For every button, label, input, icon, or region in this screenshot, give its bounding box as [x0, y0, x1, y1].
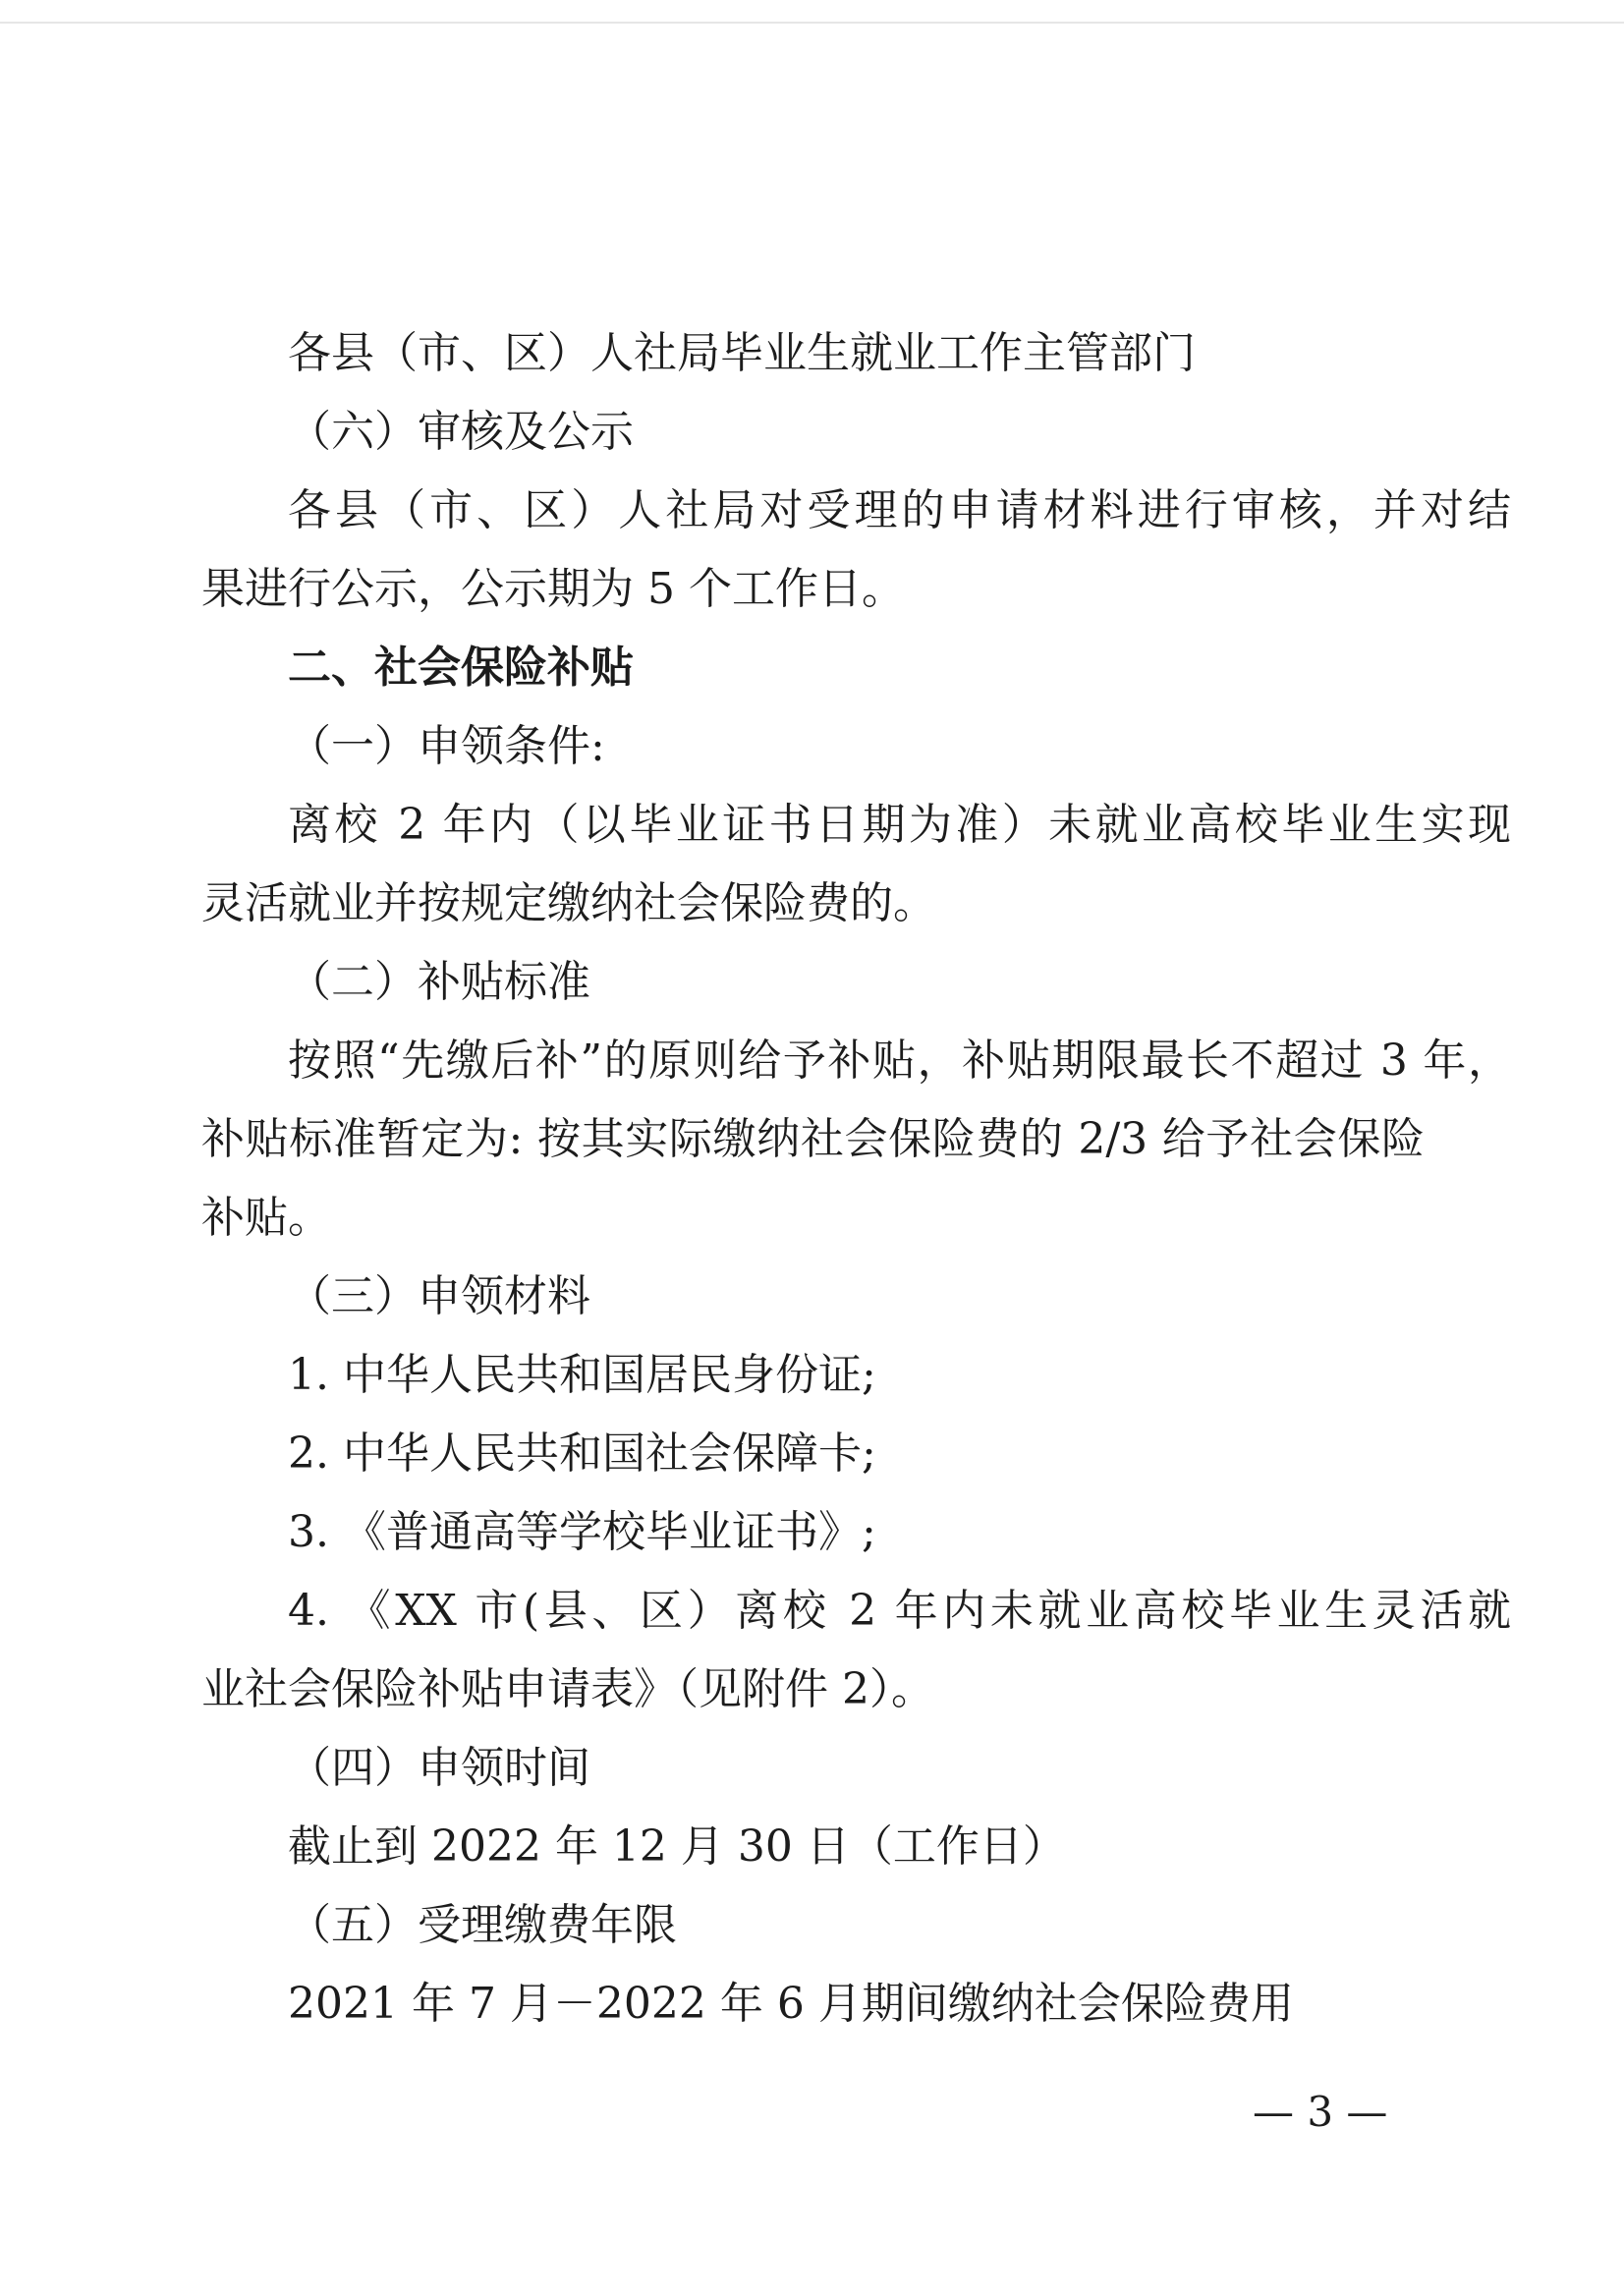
- text-line-10: 按照“先缴后补”的原则给予补贴，补贴期限最长不超过 3 年，: [288, 1036, 1511, 1086]
- list-item-2: 2. 中华人民共和国社会保障卡;: [288, 1428, 876, 1479]
- list-item-4-continued: 业社会保险补贴申请表》（见附件 2）。: [201, 1664, 934, 1714]
- text-line-11: 补贴标准暂定为: 按其实际缴纳社会保险费的 2/3 给予社会保险: [201, 1114, 1425, 1164]
- list-item-4: 4. 《XX 市(县、区）离校 2 年内未就业高校毕业生灵活就: [288, 1586, 1511, 1636]
- text-line-8: 灵活就业并按规定缴纳社会保险费的。: [201, 878, 936, 928]
- text-line-22: 2021 年 7 月－2022 年 6 月期间缴纳社会保险费用: [288, 1979, 1294, 2029]
- section-heading-social-insurance: 二、社会保险补贴: [288, 643, 634, 693]
- text-line-4: 果进行公示，公示期为 5 个工作日。: [201, 564, 905, 614]
- subheading-1-conditions: （一）申领条件:: [288, 721, 605, 771]
- subheading-3-materials: （三）申领材料: [288, 1271, 590, 1321]
- list-item-3: 3. 《普通高等学校毕业证书》;: [288, 1507, 876, 1557]
- text-line-3: 各县（市、区）人社局对受理的申请材料进行审核，并对结: [288, 485, 1511, 535]
- subheading-2-standard: （二）补贴标准: [288, 957, 590, 1007]
- section-heading-6-review: （六）审核及公示: [288, 407, 634, 457]
- text-line-12: 补贴。: [201, 1193, 331, 1243]
- page-top-rule: [0, 22, 1624, 24]
- page-number: — 3 —: [1253, 2088, 1388, 2136]
- subheading-5-years: （五）受理缴费年限: [288, 1900, 677, 1950]
- text-line-7: 离校 2 年内（以毕业证书日期为准）未就业高校毕业生实现: [288, 800, 1511, 850]
- list-item-1: 1. 中华人民共和国居民身份证;: [288, 1350, 876, 1400]
- text-line-1: 各县（市、区）人社局毕业生就业工作主管部门: [288, 328, 1196, 378]
- text-line-20: 截止到 2022 年 12 月 30 日（工作日）: [288, 1821, 1066, 1872]
- subheading-4-time: （四）申领时间: [288, 1743, 590, 1793]
